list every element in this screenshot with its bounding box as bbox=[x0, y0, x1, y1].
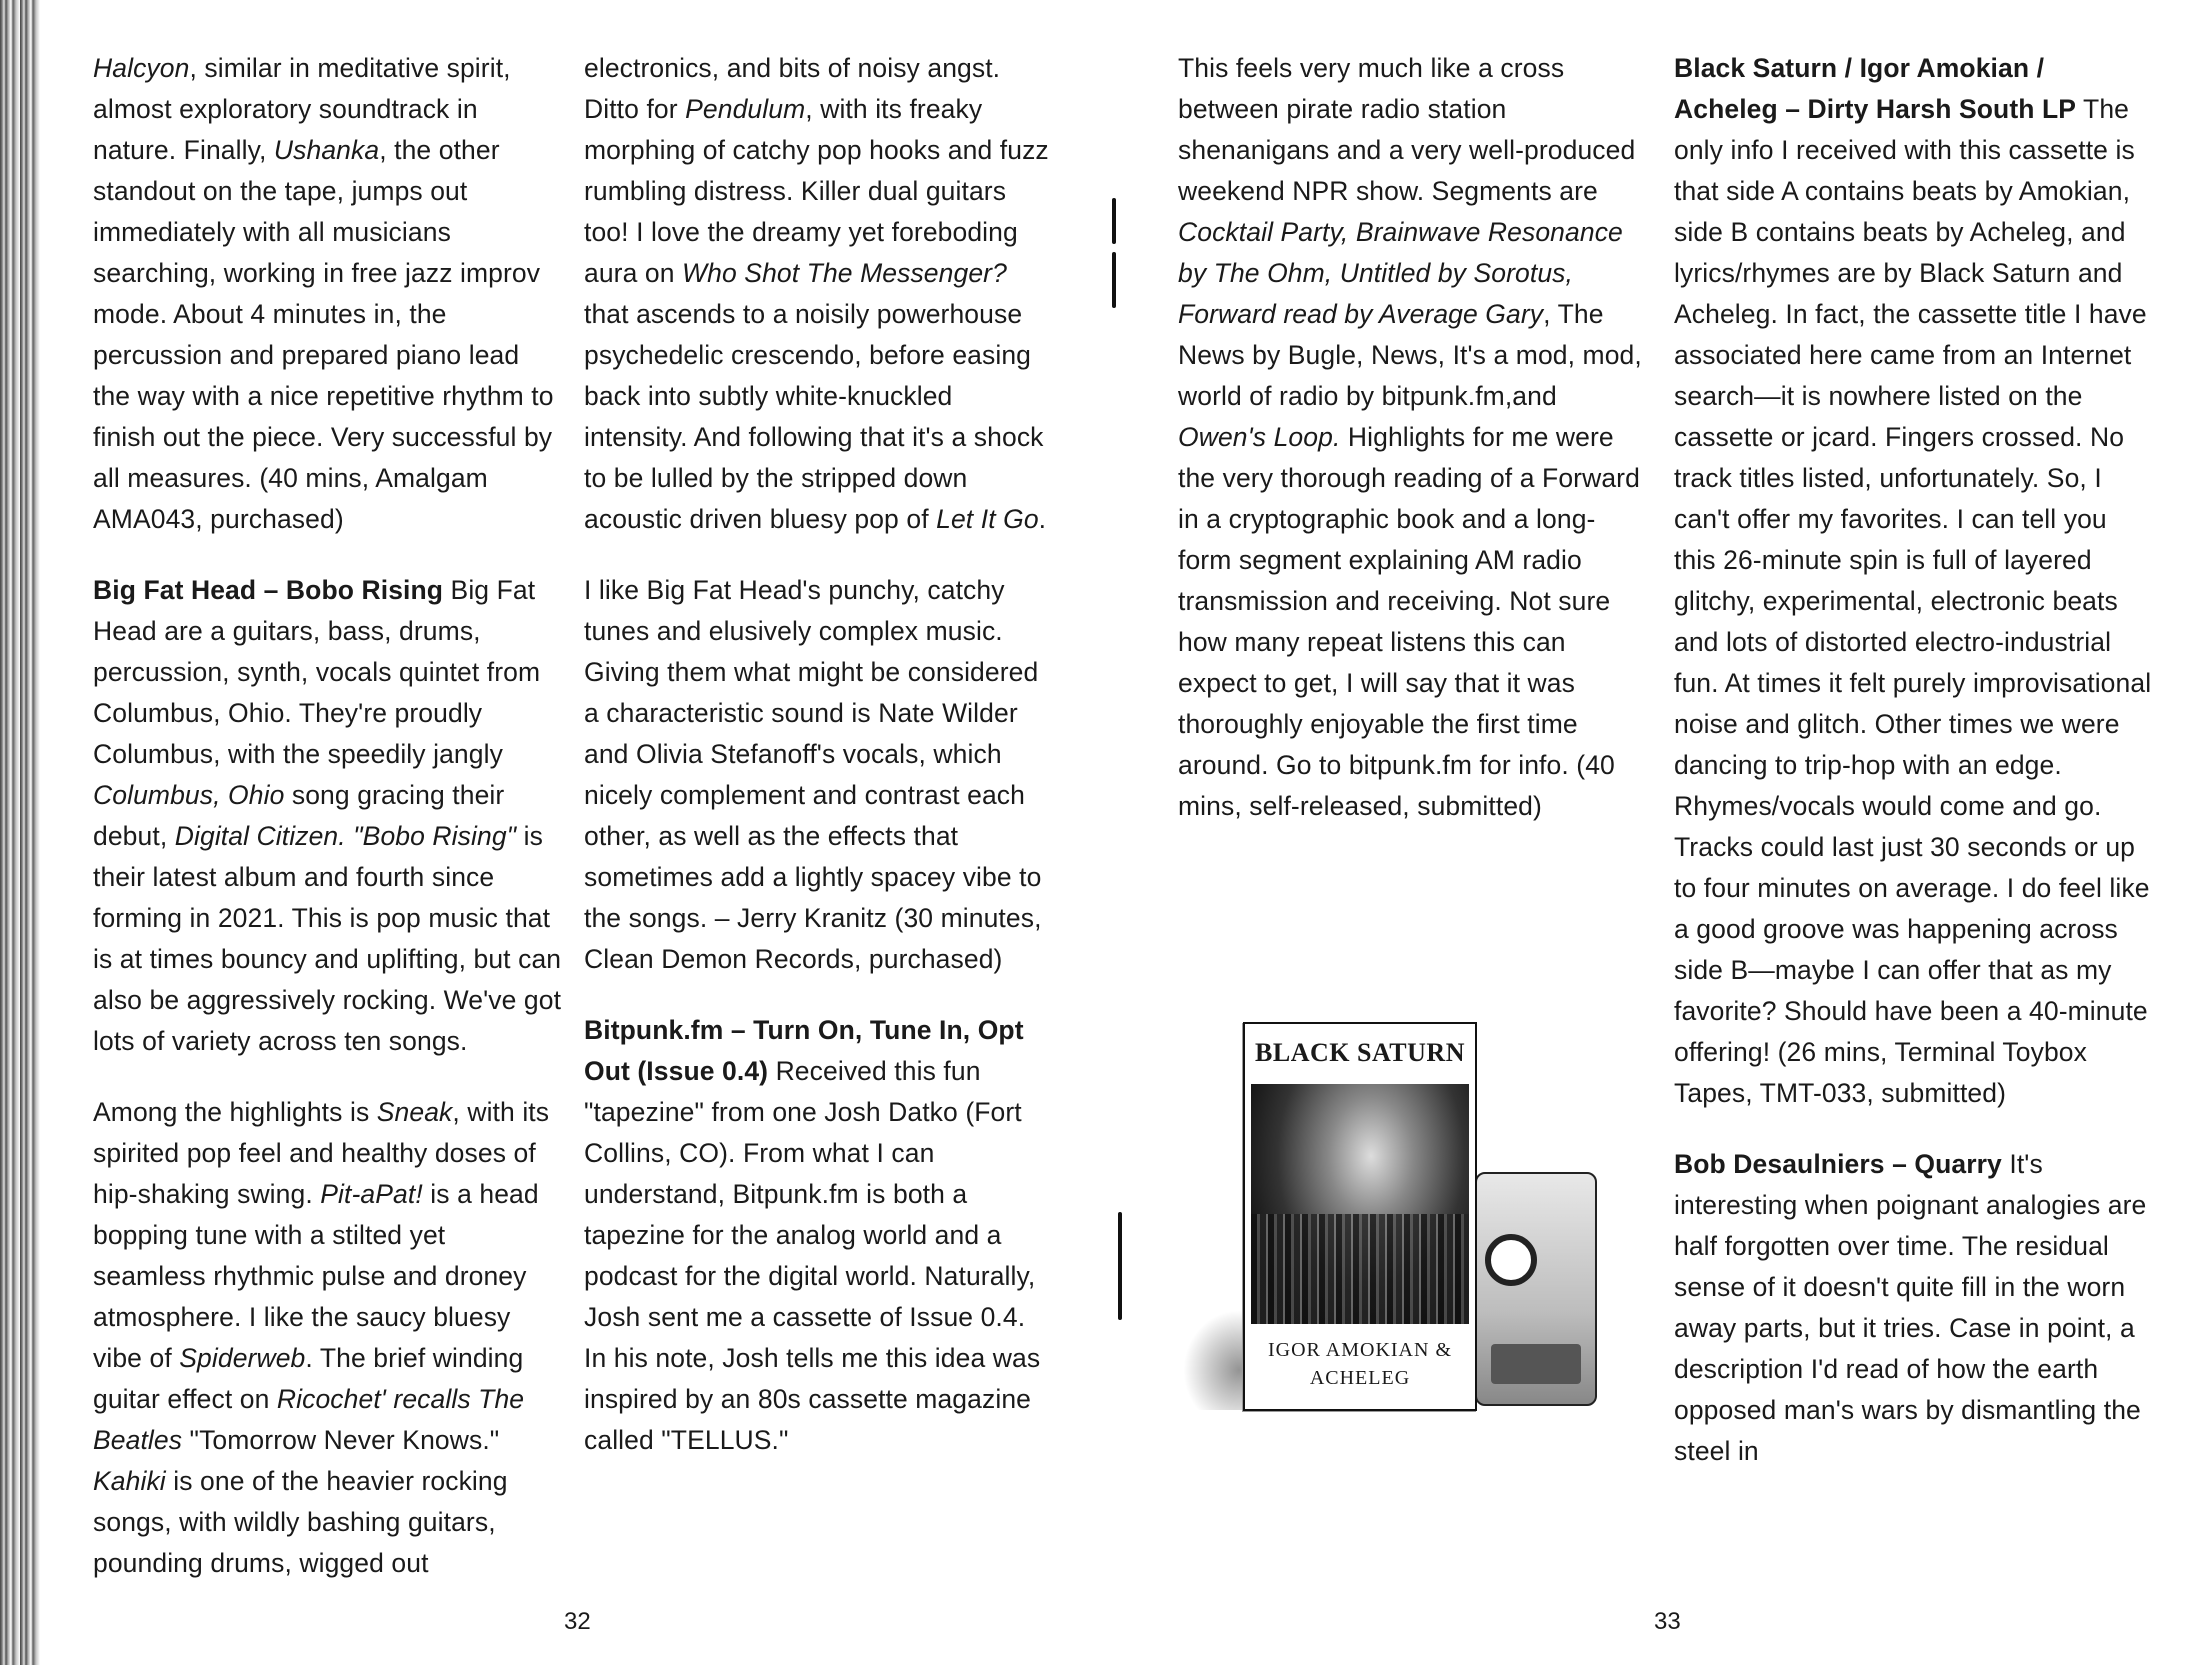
body-text: is their latest album and fourth since forming in 2021. This is pop music that is at times bouncy and uplifting, but can also be aggressively rocking. We've got lots of variety across ten songs. bbox=[93, 821, 562, 1056]
body-text: . The brief winding guitar effect on bbox=[93, 1343, 524, 1414]
body-text: It's interesting when poignant analogies are half forgotten over time. The residual sense of it doesn't quite fill in the worn away parts, but it tries. Case in point, a description I'd read of how the earth opposed man's wars by dismantling the steel in bbox=[1674, 1149, 2147, 1466]
track-title: Kahiki bbox=[93, 1466, 166, 1496]
cassette-jcard bbox=[1243, 1022, 1477, 1411]
track-title: Columbus, Ohio bbox=[93, 780, 285, 810]
body-text: is one of the heavier rocking songs, with wildly bashing guitars, pounding drums, wigged out bbox=[93, 1466, 508, 1578]
body-text: I like Big Fat Head's punchy, catchy tunes and elusively complex music. Giving them what might be considered a characteristic sound is Nate Wilder and Olivia Stefanoff's vocals, which nicely complement and contrast each other, as well as the effects that sometimes add a lightly spacey vibe to the songs. – Jerry Kranitz (30 minutes, Clean Demon Records, purchased) bbox=[584, 575, 1042, 974]
review-bob-desaulniers bbox=[1674, 1144, 2154, 1472]
paragraph bbox=[584, 570, 1054, 980]
jcard-cover-photo bbox=[1251, 1084, 1469, 1324]
body-text: Among the highlights is bbox=[93, 1097, 377, 1127]
body-text: , similar in meditative spirit, almost exploratory soundtrack in nature. Finally, bbox=[93, 53, 511, 165]
body-text: "Tomorrow Never Knows." bbox=[182, 1425, 500, 1455]
segment-title: Owen's Loop. bbox=[1178, 422, 1341, 452]
body-text: Highlights for me were the very thorough reading of a Forward in a cryptographic book and a long-form segment explaining AM radio transmission and receiving. Not sure how many repeat listens this can expect to get, I will say that it was thoroughly enjoyable the first time around. Go to bitpunk.fm for info. (40 mins, self-released, submitted) bbox=[1178, 422, 1640, 821]
review-heading: Bob Desaulniers – Quarry bbox=[1674, 1149, 2002, 1179]
review-black-saturn bbox=[1674, 48, 2154, 1114]
body-text: The only info I received with this cassette is that side A contains beats by Amokian, side B contains beats by Acheleg, and lyrics/rhymes are by Black Saturn and Acheleg. In fact, the cassette title I have associated here came from an Internet search—it is nowhere listed on the cassette or jcard. Fingers crossed. No track titles listed, unfortunately. So, I can't offer my favorites. I can tell you this 26-minute spin is full of layered glitchy, experimental, electronic beats and lots of distorted electro-industrial fun. At times it felt purely improvisational noise and glitch. Other times we were dancing to trip-hop with an edge. Rhymes/vocals would come and go. Tracks could last just 30 seconds or up to four minutes on average. I do feel like a good groove was happening across side B—maybe I can offer that as my favorite? Should have been a 40-minute offering! (26 mins, Terminal Toybox Tapes, TMT-033, submitted) bbox=[1674, 94, 2152, 1108]
body-text: is a head bopping tune with a stilted yet seamless rhythmic pulse and droney atmosphere. I like the saucy bluesy vibe of bbox=[93, 1179, 539, 1373]
paragraph bbox=[1178, 48, 1648, 827]
album-title: Halcyon bbox=[93, 53, 190, 83]
body-text: This feels very much like a cross between pirate radio station shenanigans and a very well-produced weekend NPR show. Segments are bbox=[1178, 53, 1636, 206]
track-title: Ricochet' recalls The Beatles bbox=[93, 1384, 525, 1455]
jcard-title: BLACK SATURN bbox=[1255, 1038, 1465, 1067]
body-text: , with its spirited pop feel and healthy doses of hip-shaking swing. bbox=[93, 1097, 550, 1209]
segment-titles: Cocktail Party, Brainwave Resonance by The Ohm, Untitled by Sorotus, Forward read by Average Gary bbox=[1178, 217, 1623, 329]
page-number-right: 33 bbox=[1654, 1608, 1681, 1635]
review-big-fat-head bbox=[93, 570, 563, 1062]
gutter-mark bbox=[1118, 1212, 1122, 1320]
album-title: Digital Citizen. "Bobo Rising" bbox=[174, 821, 517, 851]
jcard-artist-line: IGOR AMOKIAN & bbox=[1268, 1339, 1452, 1361]
jcard-artist bbox=[1245, 1336, 1475, 1392]
track-title: Who Shot The Messenger? bbox=[682, 258, 1007, 288]
track-title: Spiderweb bbox=[179, 1343, 306, 1373]
book-spine-edge bbox=[0, 0, 40, 1665]
body-text: , the other standout on the tape, jumps out immediately with all musicians searching, working in free jazz improv mode. About 4 minutes in, the percussion and prepared piano lead the way with a nice repetitive rhythm to finish out the piece. Very successful by all measures. (40 mins, Amalgam AMA043, purchased) bbox=[93, 135, 554, 534]
body-text: , with its freaky morphing of catchy pop hooks and fuzz rumbling distress. Killer dual guitars too! I love the dreamy yet foreboding aura on bbox=[584, 94, 1049, 288]
left-page-column-1 bbox=[93, 48, 563, 1614]
left-page-column-2 bbox=[584, 48, 1054, 1491]
cassette-tape-shell bbox=[1475, 1172, 1597, 1406]
gutter-mark bbox=[1112, 252, 1116, 308]
cassette-photo bbox=[1183, 1010, 1603, 1410]
right-page-column-2 bbox=[1674, 48, 2154, 1502]
right-page-column-1 bbox=[1178, 48, 1648, 857]
body-text: , The News by Bugle, News, It's a mod, mod, world of radio by bitpunk.fm,and bbox=[1178, 299, 1642, 411]
page-number-left: 32 bbox=[564, 1608, 591, 1635]
track-title: Ushanka bbox=[273, 135, 380, 165]
track-title: Pendulum bbox=[685, 94, 806, 124]
body-text: that ascends to a noisily powerhouse psychedelic crescendo, before easing back into subtly white-knuckled intensity. And following that it's a shock to be lulled by the stripped down acoustic driven bluesy pop of bbox=[584, 299, 1044, 534]
track-title: Sneak bbox=[376, 1097, 453, 1127]
body-text: Received this fun "tapezine" from one Josh Datko (Fort Collins, CO). From what I can understand, Bitpunk.fm is both a tapezine for the analog world and a podcast for the digital world. Naturally, Josh sent me a cassette of Issue 0.4. In his note, Josh tells me this idea was inspired by an 80s cassette magazine called "TELLUS." bbox=[584, 1056, 1041, 1455]
gutter-mark bbox=[1112, 198, 1116, 244]
review-heading: Bitpunk.fm – Turn On, Tune In, Opt Out (Issue 0.4) bbox=[584, 1015, 1024, 1086]
track-title: Pit-aPat! bbox=[320, 1179, 423, 1209]
review-bitpunk-fm bbox=[584, 1010, 1054, 1461]
track-title: Let It Go bbox=[936, 504, 1039, 534]
jcard-artist-line: ACHELEG bbox=[1309, 1367, 1411, 1389]
body-text: . bbox=[1038, 504, 1047, 534]
paragraph bbox=[93, 1092, 563, 1584]
body-text: Big Fat Head are a guitars, bass, drums, percussion, synth, vocals quintet from Columbus, Ohio. They're proudly Columbus, with the speedily jangly bbox=[93, 575, 541, 769]
paragraph bbox=[584, 48, 1054, 540]
review-heading: Big Fat Head – Bobo Rising bbox=[93, 575, 444, 605]
review-heading: Black Saturn / Igor Amokian / Acheleg – Dirty Harsh South LP bbox=[1674, 53, 2077, 124]
body-text: electronics, and bits of noisy angst. Ditto for bbox=[584, 53, 1001, 124]
body-text: song gracing their debut, bbox=[93, 780, 505, 851]
paragraph bbox=[93, 48, 563, 540]
